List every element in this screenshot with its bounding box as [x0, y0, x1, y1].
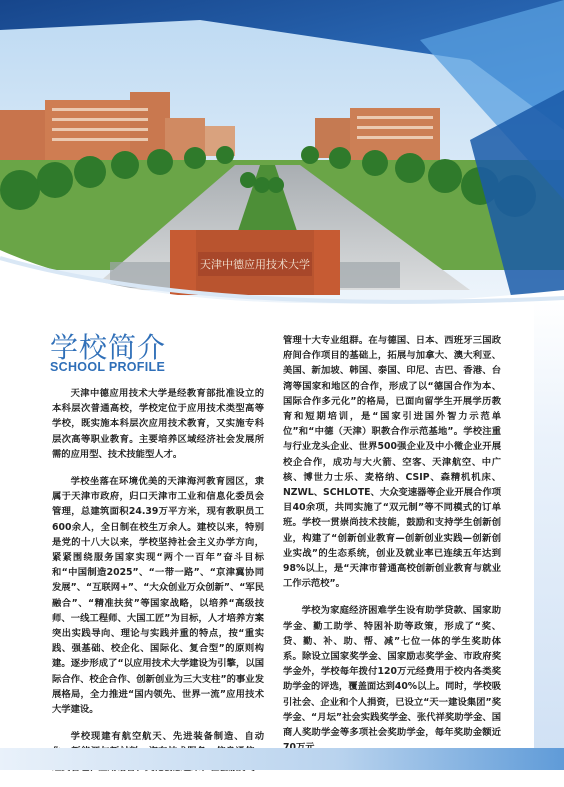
paragraph-scholarships: 学校为家庭经济困难学生设有助学贷款、国家助学金、勤工助学、特困补助等政策，形成了“奖、贷、勤、补、助、帮、减”七位一体的学生奖助体系。除设立国家奖学金、国家励志奖学金、市政府奖学金外，学校每年拨付120万元经费用于校内各类奖助学金的评选，覆盖面达到40%以上。同时，学校吸引社会、企业和个人捐资，已设立“天一建设集团”奖学金、“月坛”社会实践奖学金、张代祥奖助学金、国商人奖助学金等多项社会奖助学金，每年奖助金额近 — [283, 605, 501, 739]
campus-illustration — [0, 0, 564, 330]
paragraph-intro: 天津中德应用技术大学是经教育部批准设立的本科层次普通高校，学校定位于应用技术类型高等学校，既实施本科层次应用技术教育，又实施专科层次高等职业教育。主要培养区域经济社会发展所需的应用型、技术技能型人才。 — [52, 388, 264, 460]
paragraph-cooperation: 管理十大专业组群。在与德国、日本、西班牙三国政府间合作项目的基础上，拓展与加拿大、澳大利亚、美国、新加坡、韩国、泰国、印尼、古巴、香港、台湾等国家和地区的合作，形成了以“德国合作为本、国际合作多元化”的格局，已面向留学生开展学历教育和短期培训，是“国家引进国外智力示范单位”和“中德（天津）职教合作示范基地”。学校注重与行业龙头企业、世界500强企业及中小微企业开展校企合作，成功与大火箭、空客、天津航空、中广核、博世力士乐、麦格纳、CSIP、森精机机床、NZWL、SCHLOTE、大众变速器等企业开展合作项目40余项，共同实施了“双元制”等不同模式的订单班。学校一贯崇尚技术技能，鼓励和支持学生创新创业，构建了“创新创业教育—创新创业实践—创新创业实战”的生态系统，创业及就业率已连续五年达到98%以上，是“天津市普通高校创新创业教育与就业工作示范校”。 — [283, 335, 501, 590]
paragraph-location: 学校坐落在环境优美的天津海河教育园区，隶属于天津市政府，归口天津市工业和信息化委员会管理，总建筑面积24.39万平方米，现有教职员工600余人，全日制在校生万余人。建校以来，特别是党的十八大以来，学校坚持社会主义办学方向，紧紧围绕服务国家实现“两个一百年”奋斗目标和“中国制造2025”、“一带一路”、“京津冀协同发展”、“互联网+”、“大众创业万众创新”、“军民融合”、“精准扶贫”等国家战略，以培养“高级技师、一线工程师、大国工匠”为目标，人才培养方案突出实践导向、理论与实践并重的特点，按“重实践、强基础、校企化、国际化、复合型”的原则构建。逐步形成了“以应用技术大学建设为引擎，以国际合作、校企合作、创新创业为三大支柱”的事业发展格局，全力推进“国内领先、世界一流”应用技术大学建设。 — [52, 476, 264, 716]
paragraph-majors: 学校现建有航空航天、先进装备制造、自动 — [70, 731, 264, 743]
footer-band — [0, 748, 564, 770]
right-column — [283, 333, 501, 767]
left-column — [52, 386, 264, 787]
campus-gate-photo — [0, 0, 564, 330]
gate-sign: 天津中德应用技术大学 — [200, 258, 310, 271]
page-subtitle: SCHOOL PROFILE — [50, 360, 166, 374]
decorative-stripe — [534, 300, 564, 770]
page-title: 学校简介 — [50, 331, 167, 364]
